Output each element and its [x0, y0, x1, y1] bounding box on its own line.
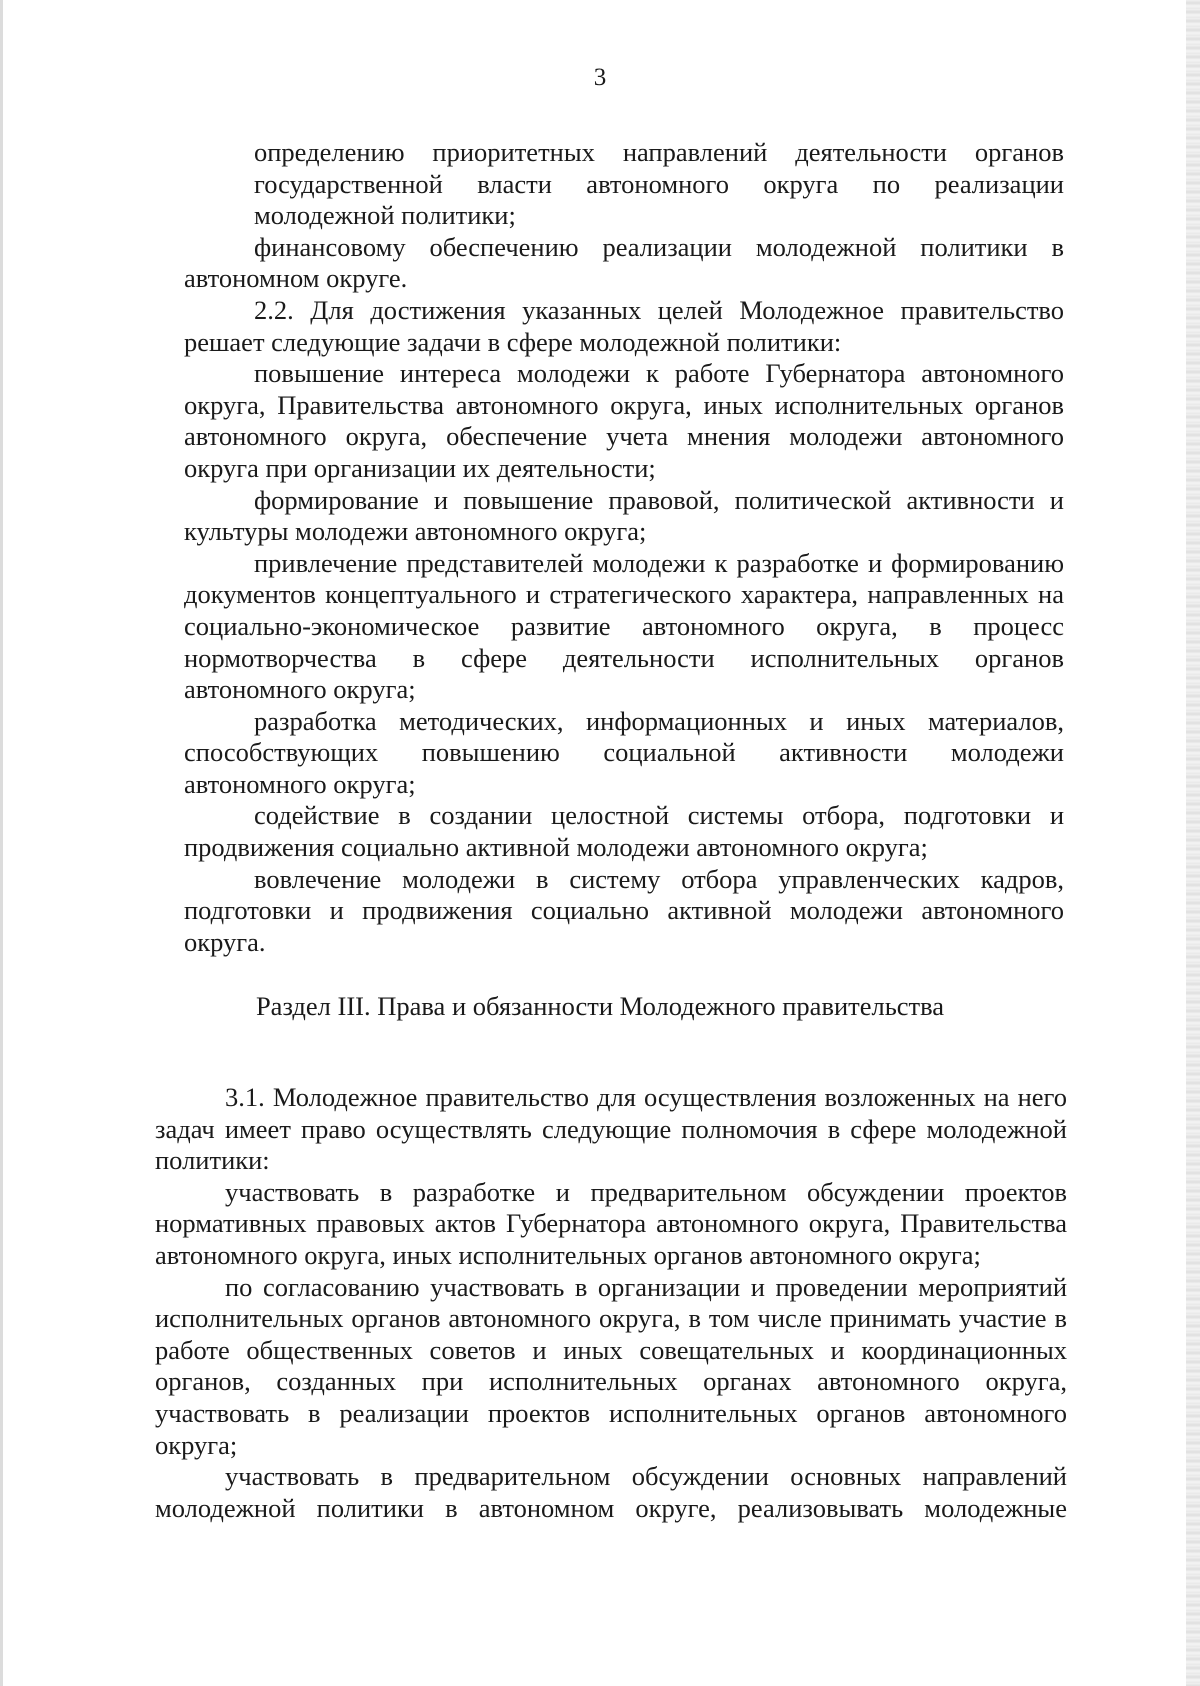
paragraph: 3.1. Молодежное правительство для осуществления возложенных на него задач имеет право осуществлять следующие полномочия в сфере молодежной политики:	[155, 1082, 1067, 1176]
paragraph: повышение интереса молодежи к работе Губернатора автономного округа, Правительства автономного округа, иных исполнительных органов автономного округа, обеспечение учета мнения молодежи автономного округа при организации их деятельности;	[184, 358, 1064, 483]
scan-edge-right	[1186, 0, 1200, 1686]
paragraph: 2.2. Для достижения указанных целей Молодежное правительство решает следующие задачи в сфере молодежной политики:	[184, 294, 1064, 357]
paragraph: финансовому обеспечению реализации молодежной политики в автономном округе.	[184, 231, 1064, 294]
paragraph: формирование и повышение правовой, политической активности и культуры молодежи автономного округа;	[184, 484, 1064, 547]
text-block-bottom	[155, 1082, 1067, 1524]
page-number: 3	[593, 64, 607, 91]
scan-edge-left	[0, 0, 3, 1686]
paragraph: вовлечение молодежи в систему отбора управленческих кадров, подготовки и продвижения социально активной молодежи автономного округа.	[184, 863, 1064, 957]
paragraph: содействие в создании целостной системы отбора, подготовки и продвижения социально активной молодежи автономного округа;	[184, 800, 1064, 863]
paragraph: участвовать в предварительном обсуждении основных направлений молодежной политики в автономном округе, реализовывать молодежные	[155, 1461, 1067, 1523]
section-heading: Раздел III. Права и обязанности Молодежного правительства	[255, 991, 945, 1021]
paragraph: по согласованию участвовать в организации и проведении мероприятий исполнительных органов автономного округа, в том числе принимать участие в работе общественных советов и иных совещательных и координационных органов, созданных при исполнительных органах автономного округа, участвовать в реализации проектов исполнительных органов автономного округа;	[155, 1271, 1067, 1460]
text-block-top	[184, 137, 1064, 958]
paragraph: участвовать в разработке и предварительном обсуждении проектов нормативных правовых актов Губернатора автономного округа, Правительства автономного округа, иных исполнительных органов автономного округа;	[155, 1176, 1067, 1270]
paragraph: привлечение представителей молодежи к разработке и формированию документов концептуального и стратегического характера, направленных на социально-экономическое развитие автономного округа, в процесс нормотворчества в сфере деятельности исполнительных органов автономного округа;	[184, 547, 1064, 705]
paragraph: определению приоритетных направлений деятельности органов государственной власти автономного округа по реализации молодежной политики;	[254, 137, 1064, 231]
paragraph: разработка методических, информационных и иных материалов, способствующих повышению социальной активности молодежи автономного округа;	[184, 705, 1064, 799]
